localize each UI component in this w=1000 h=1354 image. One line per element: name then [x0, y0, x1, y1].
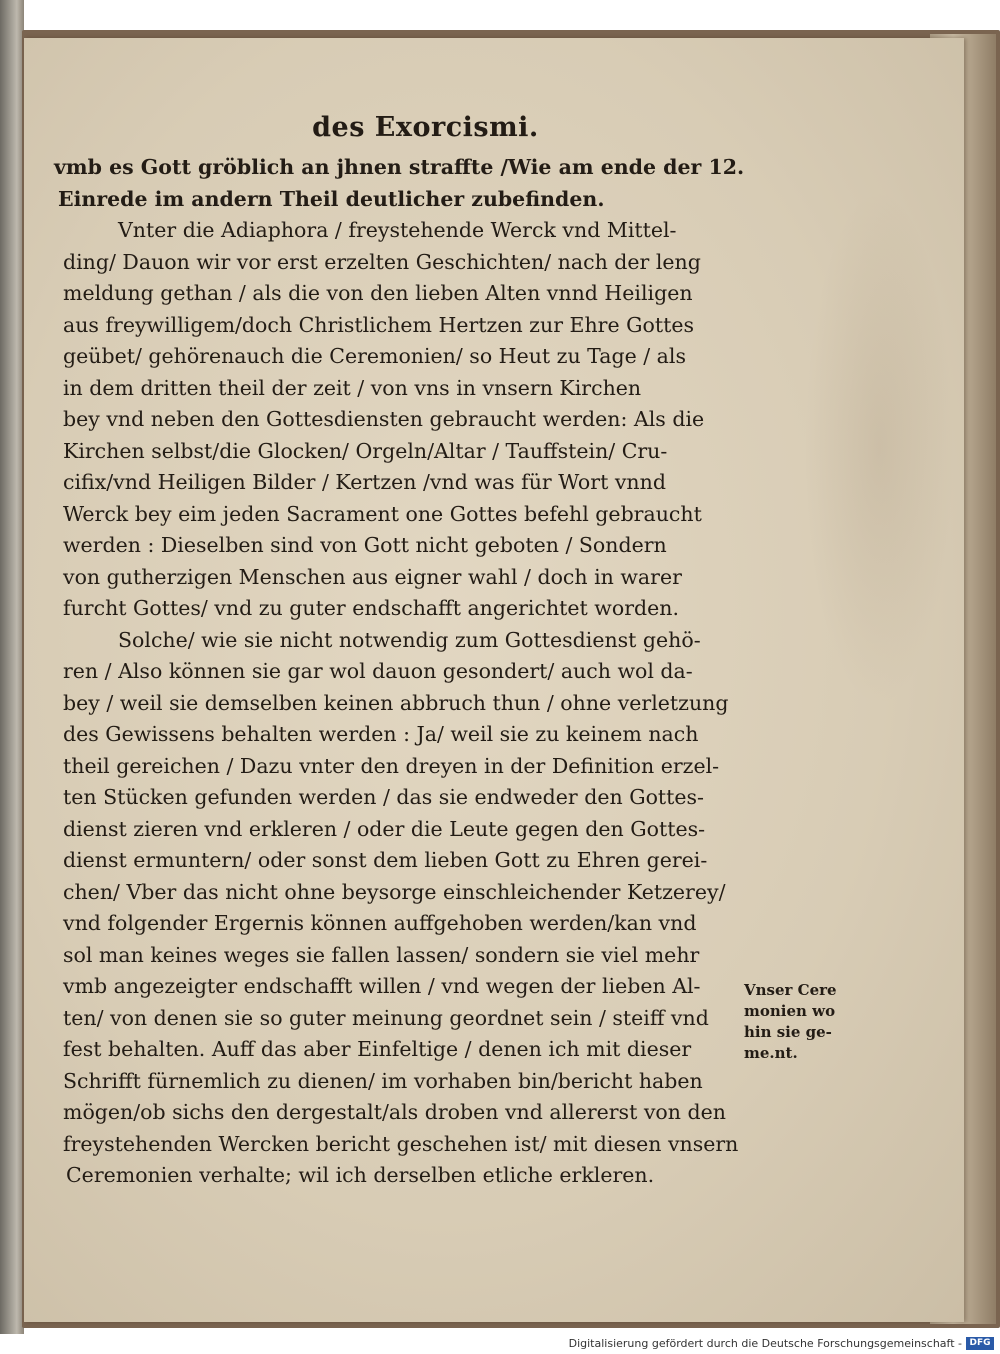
text-line: ten Stücken gefunden werden / das sie endweder den Gottes-: [63, 785, 704, 809]
text-line: in dem dritten theil der zeit / von vns in vnsern Kirchen: [63, 375, 642, 400]
text-line: Werck bey eim jeden Sacrament one Gottes befehl gebraucht: [63, 501, 702, 526]
marginal-note: [744, 980, 884, 1064]
text-line: aus freywilligem/doch Christlichem Hertzen zur Ehre Gottes: [63, 312, 694, 337]
marginal-note-line: hin sie ge-: [744, 1023, 832, 1041]
main-text-block: [38, 104, 753, 1192]
text-line: dienst ermuntern/ oder sonst dem lieben Gott zu Ehren gerei-: [63, 848, 708, 872]
text-line: ren / Also können sie gar wol dauon gesondert/ auch wol da-: [63, 659, 693, 683]
text-line: Kirchen selbst/die Glocken/ Orgeln/Altar / Tauffstein/ Cru-: [63, 438, 668, 463]
show-through-bleed: [804, 188, 954, 708]
running-head: des Exorcismi.: [312, 112, 539, 143]
text-line: Schrifft fürnemlich zu dienen/ im vorhaben bin/bericht haben: [63, 1068, 703, 1093]
text-line: bey / weil sie demselben keinen abbruch thun / ohne verletzung: [63, 690, 729, 715]
text-line: von gutherzigen Menschen aus eigner wahl / doch in warer: [63, 564, 682, 589]
footer-bar: [0, 1334, 1000, 1354]
text-line: ding/ Dauon wir vor erst erzelten Geschichten/ nach der leng: [63, 249, 701, 274]
text-line: chen/ Vber das nicht ohne beysorge einschleichender Ketzerey/: [63, 879, 726, 904]
text-line: vnd folgender Ergernis können auffgehoben werden/kan vnd: [63, 911, 697, 935]
text-line: Vnter die Adiaphora / freystehende Werck vnd Mittel-: [118, 218, 677, 242]
text-line: furcht Gottes/ vnd zu guter endschafft angerichtet worden.: [63, 596, 679, 620]
text-line: mögen/ob sichs den dergestalt/als droben vnd allererst von den: [63, 1100, 726, 1124]
text-line: meldung gethan / als die von den lieben Alten vnnd Heiligen: [63, 281, 693, 305]
text-line: Solche/ wie sie nicht notwendig zum Gottesdienst gehö-: [118, 627, 701, 652]
funding-credit: Digitalisierung gefördert durch die Deutsche Forschungsgemeinschaft -: [568, 1337, 962, 1350]
text-line: freystehenden Wercken bericht geschehen ist/ mit diesen vnsern: [63, 1131, 739, 1156]
text-line: werden : Dieselben sind von Gott nicht geboten / Sondern: [63, 533, 667, 557]
text-line: theil gereichen / Dazu vnter den dreyen in der Definition erzel-: [63, 753, 720, 778]
text-line: cifix/vnd Heiligen Bilder / Kertzen /vnd was für Wort vnnd: [63, 470, 666, 494]
marginal-note-line: Vnser Cere: [744, 981, 837, 999]
text-line: bey vnd neben den Gottesdiensten gebraucht werden: Als die: [63, 407, 705, 431]
text-line: sol man keines weges sie fallen lassen/ sondern sie viel mehr: [63, 942, 700, 967]
binding-edge: [0, 0, 24, 1334]
text-line: Einrede im andern Theil deutlicher zubefinden.: [58, 186, 605, 211]
text-line: Ceremonien verhalte; wil ich derselben etliche erkleren.: [66, 1163, 655, 1187]
text-line: ten/ von denen sie so guter meinung geordnet sein / steiff vnd: [63, 1005, 709, 1030]
text-line: dienst zieren vnd erkleren / oder die Leute gegen den Gottes-: [63, 816, 706, 841]
marginal-note-line: monien wo: [744, 1002, 836, 1020]
text-line: des Gewissens behalten werden : Ja/ weil sie zu keinem nach: [63, 722, 699, 746]
dfg-logo: DFG: [966, 1337, 994, 1350]
text-line: vmb angezeigter endschafft willen / vnd wegen der lieben Al-: [63, 974, 701, 998]
text-line: vmb es Gott gröblich an jhnen straffte /Wie am ende der 12.: [54, 155, 745, 179]
text-line: fest behalten. Auff das aber Einfeltige / denen ich mit dieser: [63, 1037, 692, 1061]
marginal-note-line: me.nt.: [744, 1044, 798, 1062]
text-line: geübet/ gehörenauch die Ceremonien/ so Heut zu Tage / als: [63, 344, 686, 368]
